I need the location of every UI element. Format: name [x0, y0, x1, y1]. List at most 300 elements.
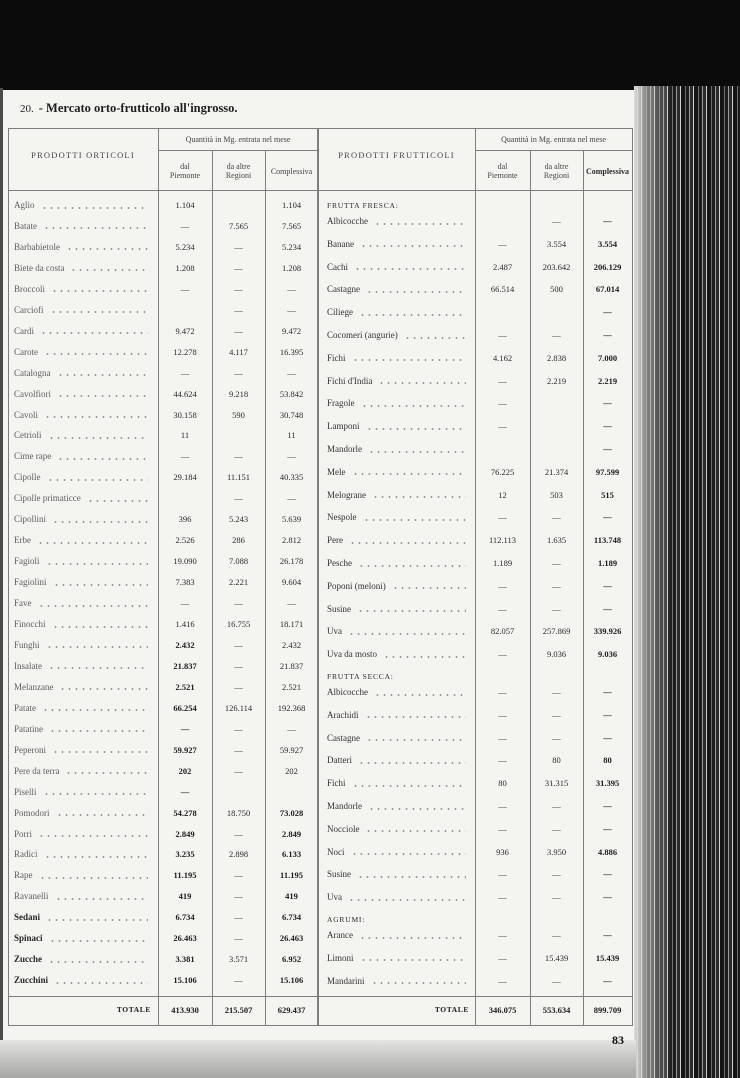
value-complessiva: —	[603, 512, 612, 523]
row-label: Broccoli	[14, 283, 45, 294]
value-altre-regioni	[530, 395, 583, 411]
dot-leader	[360, 245, 466, 247]
value-altre-regioni: —	[234, 891, 243, 902]
value-altre-regioni: —	[234, 828, 243, 839]
row-label-cell	[327, 578, 471, 594]
value-piemonte: —	[180, 283, 190, 294]
table-row	[327, 259, 632, 275]
dot-leader	[378, 382, 466, 384]
table-row	[14, 595, 318, 611]
row-label: Fichi	[327, 352, 346, 363]
value-altre-regioni: —	[234, 681, 243, 692]
row-label: Susine	[327, 603, 352, 614]
value-altre-regioni: 9.218	[228, 388, 249, 399]
table-row	[14, 302, 318, 318]
table-row	[327, 844, 632, 860]
table-row	[327, 707, 632, 723]
row-label: Zucchini	[14, 975, 49, 986]
value-altre-regioni: —	[234, 451, 243, 462]
row-label: Fagiolini	[14, 577, 47, 588]
value-complessiva: —	[603, 603, 612, 614]
table-row	[14, 365, 318, 381]
value-complessiva: 18.171	[279, 619, 304, 629]
table-row	[327, 487, 632, 503]
row-label-cell	[327, 350, 471, 366]
total-label: TOTALE	[116, 1005, 151, 1014]
row-label-cell	[14, 553, 153, 569]
row-label: Susine	[327, 869, 352, 880]
row-label: Rape	[14, 870, 33, 881]
row-label: Castagne	[327, 284, 360, 295]
value-complessiva: 9.472	[281, 325, 302, 336]
row-label-cell	[14, 407, 153, 423]
value-altre-regioni: 4.117	[229, 346, 248, 357]
value-altre-regioni: 126.114	[224, 702, 253, 713]
row-label-cell	[14, 574, 153, 590]
value-altre-regioni: 2.898	[228, 849, 249, 860]
dot-leader	[48, 667, 148, 669]
value-piemonte: 3.235	[175, 849, 195, 860]
total-complessiva: 899.709	[593, 1005, 622, 1015]
dot-leader	[38, 835, 148, 837]
dot-leader	[44, 856, 149, 858]
table-row	[14, 197, 318, 213]
table-row	[327, 775, 632, 791]
dot-leader	[358, 565, 466, 567]
value-complessiva: —	[287, 723, 296, 734]
value-complessiva: —	[603, 580, 612, 591]
dot-leader	[361, 405, 467, 407]
row-label: Arance	[327, 930, 353, 940]
table-row	[327, 927, 632, 943]
dot-leader	[39, 877, 149, 879]
row-label-cell	[327, 327, 471, 343]
row-label-cell	[14, 490, 153, 506]
table-row	[327, 509, 632, 525]
value-complessiva: 2.521	[281, 681, 302, 692]
dot-leader	[372, 496, 466, 498]
value-altre-regioni: 500	[550, 284, 563, 295]
table-row	[14, 700, 318, 716]
row-label: Nocciole	[327, 823, 360, 834]
value-complessiva: —	[603, 930, 612, 940]
value-piemonte: 80	[498, 778, 507, 789]
value-altre-regioni: 2.838	[546, 352, 567, 363]
value-altre-regioni	[212, 427, 265, 443]
table-row	[327, 213, 632, 229]
scan-bottom-shadow	[0, 1040, 636, 1078]
value-complessiva: 1.189	[597, 558, 618, 568]
value-complessiva: —	[287, 493, 296, 504]
frutticoli-col-complessiva: Complessiva	[585, 166, 630, 176]
dot-leader	[44, 353, 148, 355]
table-row	[327, 464, 632, 480]
value-altre-regioni: 80	[552, 755, 561, 766]
value-complessiva: 1.208	[281, 262, 302, 273]
value-piemonte: 15.106	[173, 975, 197, 986]
value-complessiva: —	[603, 869, 612, 880]
value-altre-regioni: 286	[232, 535, 245, 546]
row-label: Spinaci	[14, 933, 43, 944]
value-complessiva: 1.104	[281, 200, 302, 210]
value-altre-regioni: —	[234, 870, 243, 881]
value-piemonte: —	[180, 367, 190, 378]
value-complessiva: 11.195	[280, 870, 303, 881]
row-label-cell	[14, 344, 153, 360]
row-label-cell	[14, 637, 153, 653]
value-piemonte: 30.158	[173, 409, 197, 420]
value-complessiva: 26.463	[279, 933, 304, 944]
value-complessiva: —	[603, 216, 612, 226]
row-label-cell	[327, 927, 471, 943]
value-complessiva: —	[603, 330, 612, 340]
row-label-cell	[327, 418, 471, 434]
dot-leader	[44, 416, 148, 418]
value-complessiva: —	[603, 687, 612, 697]
row-label-cell	[327, 373, 471, 389]
row-label: Cavolfiori	[14, 388, 51, 399]
row-label: Peperoni	[14, 744, 46, 755]
dot-leader	[66, 248, 148, 250]
total-altre-regioni: 553.634	[542, 1005, 571, 1015]
value-piemonte: 1.416	[175, 619, 195, 629]
scan-top-shadow	[0, 0, 740, 90]
row-label: Pesche	[327, 558, 352, 568]
table-rule	[632, 128, 633, 1025]
value-altre-regioni: —	[552, 732, 561, 743]
dot-leader	[363, 519, 467, 521]
table-row	[14, 490, 318, 506]
table-row	[14, 281, 318, 297]
row-label: Uva	[327, 892, 342, 903]
table-row	[327, 730, 632, 746]
page-number: 83	[612, 1033, 624, 1047]
value-complessiva: 7.565	[281, 220, 302, 231]
value-complessiva: —	[287, 304, 296, 315]
row-label: Cavoli	[14, 409, 38, 420]
dot-leader	[49, 940, 148, 942]
table-rule	[8, 190, 633, 191]
table-row	[14, 260, 318, 276]
value-piemonte: 419	[178, 891, 192, 902]
table-row	[14, 805, 318, 821]
value-complessiva: —	[603, 892, 612, 903]
row-label: Pere da terra	[14, 765, 60, 776]
value-altre-regioni: —	[552, 930, 561, 940]
dot-leader	[54, 982, 148, 984]
dot-leader	[348, 633, 466, 635]
dot-leader	[59, 688, 148, 690]
value-piemonte: —	[498, 421, 507, 432]
value-altre-regioni: 31.315	[544, 778, 569, 789]
value-complessiva	[265, 784, 318, 800]
value-complessiva: 5.639	[281, 514, 302, 525]
table-row	[14, 742, 318, 758]
value-piemonte: 26.463	[173, 933, 197, 944]
value-complessiva: 15.439	[595, 952, 620, 963]
row-label: Aglio	[14, 200, 35, 210]
value-altre-regioni: —	[234, 283, 243, 294]
row-label-cell	[14, 721, 153, 737]
row-label: Mandarini	[327, 975, 365, 986]
value-altre-regioni: —	[552, 975, 561, 986]
value-piemonte: 112.113	[489, 535, 516, 546]
row-label-cell	[327, 304, 471, 320]
value-piemonte: —	[180, 723, 190, 734]
value-complessiva: 2.432	[281, 639, 302, 650]
row-label-cell	[327, 844, 471, 860]
dot-leader	[49, 730, 148, 732]
table-row	[14, 218, 318, 234]
value-piemonte: —	[498, 975, 507, 986]
table-row	[14, 386, 318, 402]
dot-leader	[365, 716, 467, 718]
dot-leader	[57, 395, 148, 397]
value-complessiva: —	[603, 975, 612, 986]
dot-leader	[65, 772, 148, 774]
value-altre-regioni	[212, 784, 265, 800]
value-altre-regioni: —	[234, 262, 243, 273]
orticoli-col-piemonte: dal Piemonte	[169, 162, 201, 180]
value-piemonte: —	[498, 238, 507, 249]
table-row	[14, 448, 318, 464]
value-complessiva: 339.926	[593, 626, 622, 637]
value-piemonte: 6.734	[175, 912, 195, 923]
value-complessiva: 192.368	[277, 702, 306, 713]
value-piemonte: —	[498, 892, 507, 903]
table-row	[14, 658, 318, 674]
value-altre-regioni: —	[552, 603, 561, 614]
row-label: Fagioli	[14, 556, 40, 567]
value-complessiva: 73.028	[279, 807, 304, 818]
value-complessiva: 21.837	[279, 660, 304, 671]
table-row	[14, 407, 318, 423]
row-label-cell	[14, 532, 153, 548]
section-heading: FRUTTA SECCA:	[327, 672, 394, 681]
table-row	[327, 304, 632, 320]
value-complessiva: 2.849	[281, 828, 302, 839]
value-complessiva: 30.748	[279, 409, 304, 420]
value-complessiva: 67.014	[595, 284, 620, 295]
value-altre-regioni: —	[234, 912, 243, 923]
dot-leader	[374, 223, 466, 225]
dot-leader	[383, 656, 466, 658]
value-altre-regioni: 503	[550, 489, 563, 500]
value-complessiva: 9.036	[597, 649, 618, 660]
row-label: Cime rape	[14, 451, 52, 462]
table-row	[14, 532, 318, 548]
value-piemonte	[158, 490, 212, 506]
dot-leader	[40, 332, 148, 334]
value-complessiva: —	[603, 823, 612, 834]
value-piemonte: —	[498, 603, 507, 614]
row-label: Finocchi	[14, 619, 46, 629]
orticoli-col-complessiva: Complessiva	[270, 166, 313, 176]
value-piemonte: —	[180, 598, 190, 609]
value-piemonte: 11.195	[173, 870, 197, 881]
row-label: Pomodori	[14, 807, 50, 818]
row-label: Radici	[14, 849, 38, 860]
table-row	[327, 601, 632, 617]
value-altre-regioni: 15.439	[544, 952, 569, 963]
value-complessiva: 2.219	[597, 375, 618, 386]
row-label: Mandorle	[327, 801, 362, 811]
dot-leader	[351, 853, 467, 855]
value-complessiva: —	[287, 283, 296, 294]
table-row	[327, 441, 632, 457]
table-row	[14, 846, 318, 862]
value-altre-regioni: —	[552, 823, 561, 834]
row-label-cell	[327, 395, 471, 411]
row-label-cell	[327, 730, 471, 746]
value-altre-regioni: 7.565	[228, 220, 249, 231]
value-piemonte: —	[498, 709, 507, 720]
value-altre-regioni: —	[552, 580, 561, 591]
value-altre-regioni: —	[234, 660, 243, 671]
value-altre-regioni	[530, 304, 583, 320]
dot-leader	[87, 500, 148, 502]
row-label: Catalogna	[14, 367, 51, 378]
table-rule	[158, 150, 319, 151]
table-rule	[8, 128, 9, 1025]
row-label: Zucche	[14, 954, 42, 965]
dot-leader	[52, 521, 148, 523]
row-label: Castagne	[327, 732, 360, 743]
value-complessiva: 4.886	[597, 846, 618, 857]
row-label-cell	[14, 218, 153, 234]
orticoli-col-altre-regioni: da altre Regioni	[225, 162, 252, 180]
table-rule	[8, 1025, 633, 1026]
row-label-cell	[14, 260, 153, 276]
value-piemonte: 66.254	[173, 702, 197, 713]
dot-leader	[366, 291, 466, 293]
value-piemonte: 1.208	[175, 262, 195, 273]
value-altre-regioni: 590	[232, 409, 245, 420]
value-altre-regioni: 7.088	[228, 556, 249, 567]
dot-leader	[392, 587, 466, 589]
row-label-cell	[14, 365, 153, 381]
value-complessiva: 3.554	[597, 238, 618, 249]
value-complessiva: 6.734	[281, 912, 302, 923]
row-label: Nespole	[327, 512, 357, 523]
value-piemonte: 2.849	[175, 828, 195, 839]
table-row	[14, 469, 318, 485]
row-label-cell	[14, 427, 153, 443]
row-label: Lamponi	[327, 421, 360, 432]
value-piemonte: 66.514	[490, 284, 515, 295]
dot-leader	[352, 473, 467, 475]
row-label: Barbabietole	[14, 241, 60, 252]
value-altre-regioni: 5.243	[228, 514, 249, 525]
total-piemonte: 346.075	[488, 1005, 517, 1015]
row-label: Mele	[327, 466, 346, 477]
row-label: Cocomeri (angurie)	[327, 330, 398, 340]
frutticoli-col-altre-regioni: da altre Regioni	[543, 162, 570, 180]
row-label-cell	[327, 532, 471, 548]
table-row	[14, 239, 318, 255]
value-altre-regioni: —	[234, 933, 243, 944]
value-piemonte: 1.189	[492, 558, 513, 568]
row-label-cell	[14, 595, 153, 611]
value-altre-regioni: 2.221	[228, 577, 249, 588]
dot-leader	[365, 830, 466, 832]
value-complessiva: —	[603, 801, 612, 811]
orticoli-quantity-heading: Quantità in Mg. entrata nel mese	[185, 135, 291, 144]
dot-leader	[37, 542, 148, 544]
value-altre-regioni: —	[234, 744, 243, 755]
row-label: Ravanelli	[14, 891, 49, 902]
value-altre-regioni: —	[234, 723, 243, 734]
value-altre-regioni: 2.219	[546, 375, 567, 386]
row-label-cell	[327, 752, 471, 768]
value-complessiva: 80	[603, 755, 612, 766]
value-complessiva: 515	[601, 489, 614, 500]
value-altre-regioni: —	[552, 801, 561, 811]
value-piemonte: 21.837	[173, 660, 197, 671]
value-altre-regioni: —	[552, 558, 561, 568]
value-altre-regioni: —	[234, 367, 243, 378]
dot-leader	[359, 314, 466, 316]
value-piemonte: 202	[178, 765, 192, 776]
table-row	[327, 950, 632, 966]
title-text: - Mercato orto-frutticolo all'ingrosso.	[38, 101, 238, 115]
dot-leader	[349, 542, 466, 544]
table-row	[327, 866, 632, 882]
row-label-cell	[327, 684, 471, 700]
value-altre-regioni: 203.642	[542, 261, 571, 272]
table-rule	[8, 996, 633, 997]
table-row	[14, 574, 318, 590]
dot-leader	[359, 937, 466, 939]
value-complessiva: 2.812	[281, 535, 302, 546]
value-piemonte: —	[498, 930, 507, 940]
dot-leader	[371, 982, 467, 984]
value-piemonte: 396	[178, 514, 192, 525]
table-row	[327, 236, 632, 252]
row-label: Noci	[327, 846, 345, 857]
row-label-cell	[327, 441, 471, 457]
dot-leader	[41, 207, 148, 209]
dot-leader	[404, 337, 466, 339]
page-left-edge	[0, 88, 3, 1040]
table-row	[327, 684, 632, 700]
total-row	[327, 1002, 632, 1018]
value-complessiva: —	[287, 598, 296, 609]
row-label: Uva da mosto	[327, 649, 377, 660]
value-altre-regioni: 11.151	[226, 472, 251, 483]
value-piemonte: 936	[496, 846, 509, 857]
value-piemonte: 2.432	[175, 639, 195, 650]
dot-leader	[43, 793, 148, 795]
row-label-cell	[327, 775, 471, 791]
row-label-cell	[14, 930, 153, 946]
section-number: 20.	[20, 103, 34, 115]
value-altre-regioni: —	[234, 639, 243, 650]
value-altre-regioni: 3.950	[546, 846, 567, 857]
table-row	[14, 553, 318, 569]
table-row	[327, 350, 632, 366]
total-row	[14, 1002, 318, 1018]
row-label-cell	[327, 646, 471, 662]
value-altre-regioni: —	[234, 304, 243, 315]
dot-leader	[48, 437, 149, 439]
value-piemonte: 12.278	[173, 346, 197, 357]
value-piemonte: —	[498, 649, 507, 660]
table-row	[327, 821, 632, 837]
row-label-cell	[14, 867, 153, 883]
row-label-cell	[14, 742, 153, 758]
value-piemonte	[475, 441, 530, 457]
